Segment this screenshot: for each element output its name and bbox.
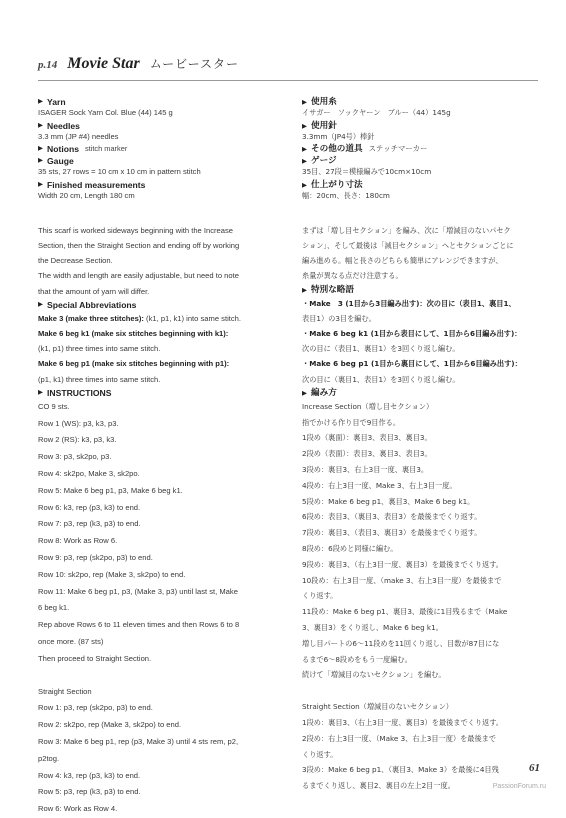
triangle-icon: ▶	[38, 157, 43, 165]
triangle-icon: ▶	[38, 145, 43, 153]
instruction-line: once more. (87 sts)	[38, 637, 104, 646]
needles-text-jp: 3.3mm（JP4号）棒針	[302, 131, 375, 141]
yarn-text: ISAGER Sock Yarn Col. Blue (44) 145 g	[38, 108, 173, 117]
triangle-icon: ▶	[38, 98, 43, 105]
intro-line: the Decrease Section.	[38, 256, 113, 266]
instruction-line: Then proceed to Straight Section.	[38, 653, 152, 663]
abbreviation-line-jp: ・Make 6 beg p1 (1目から裏目にして、1目から6目編み出す)：	[302, 359, 522, 369]
straight-section-list	[38, 700, 278, 818]
page-header	[38, 55, 538, 81]
instruction-line-jp: 1段め（裏面）：裏目3、表目3、裏目3。	[302, 433, 432, 443]
needles-text: 3.3 mm (JP #4) needles	[38, 131, 119, 141]
instruction-line: Row 5: Make 6 beg p1, p3, Make 6 beg k1.	[38, 485, 183, 495]
instruction-line-jp: 11段め：Make 6 beg p1、裏目3、最後に1目残るまで（Make	[302, 607, 508, 617]
triangle-icon: ▶	[302, 388, 307, 397]
instruction-line: 6 beg k1.	[38, 603, 70, 613]
instruction-line: Row 4: k3, rep (p3, k3) to end.	[38, 770, 141, 780]
abbreviation-line-jp: ・Make 3 (1目から3目編み出す)：次の目に（表目1、裏目1、	[302, 298, 516, 308]
notions-heading: ▶ Notions stitch marker	[38, 144, 128, 155]
abbreviation-line: (p1, k1) three times into same stitch.	[38, 374, 161, 384]
triangle-icon: ▶	[302, 121, 307, 130]
straight-section-heading-jp: Straight Section（増減目のないセクション）	[302, 702, 453, 712]
abbreviation-line: Make 6 beg k1 (make six stitches beginning with k1):	[38, 329, 229, 339]
instruction-line: Row 11: Make 6 beg p1, p3, (Make 3, p3) until last st, Make	[38, 586, 238, 596]
instruction-line-jp: 3、裏目3）をくり返し、Make 6 beg k1。	[302, 623, 443, 632]
instruction-line-jp: 2段め：右上3目一度、（Make 3、右上3目一度）を最後まで	[302, 733, 497, 743]
triangle-icon: ▶	[38, 388, 43, 396]
intro-paragraph	[38, 223, 278, 299]
triangle-icon: ▶	[302, 145, 307, 154]
page-label: p.14	[38, 59, 58, 71]
abbreviation-line: Make 6 beg p1 (make six stitches beginning with p1):	[38, 359, 230, 369]
instruction-line: Rep above Rows 6 to 11 eleven times and then Rows 6 to 8	[38, 620, 240, 630]
intro-line-jp: 編み進める。幅と長さのどちらも簡単にアレンジできますが、	[302, 256, 503, 266]
instruction-line: Row 7: p3, rep (k3, p3) to end.	[38, 519, 141, 529]
instruction-line-jp: 指でかける作り目で9目作る。	[302, 417, 401, 427]
instruction-line: Row 10: sk2po, rep (Make 3, sk2po) to end.	[38, 569, 186, 579]
instruction-line: Row 6: Work as Row 4.	[38, 804, 118, 814]
japanese-column	[302, 96, 534, 794]
intro-line-jp: まずは「増し目セクション」を編み、次に「増減目のないパセク	[302, 225, 511, 235]
abbreviations-list	[38, 311, 278, 387]
instruction-line-jp: Increase Section（増し目セクション）	[302, 401, 434, 411]
instruction-line: Row 1 (WS): p3, k3, p3.	[38, 418, 119, 428]
finished-heading-jp: ▶ 仕上がり寸法	[302, 180, 363, 191]
instruction-line-jp: るまで6〜8段めをもう一度編む。	[302, 654, 412, 664]
instruction-line-jp: 8段め：6段めと同様に編む。	[302, 544, 398, 554]
finished-heading: ▶ Finished measurements	[38, 180, 146, 191]
instruction-line-jp: 3段め：Make 6 beg p1、（裏目3、Make 3）を最後に4目残	[302, 765, 499, 775]
instruction-line: Row 1: p3, rep (sk2po, p3) to end.	[38, 703, 153, 713]
instructions-heading: ▶ INSTRUCTIONS	[38, 387, 112, 398]
page-number: 61	[529, 762, 540, 774]
instruction-line-jp: 10段め：右上3目一度、（make 3、右上3目一度）を最後まで	[302, 575, 502, 585]
straight-section-heading: Straight Section	[38, 686, 92, 696]
yarn-text-jp: イサガー ソックヤーン ブルー（44）145g	[302, 108, 451, 117]
abbreviations-heading-jp: ▶ 特別な略語	[302, 284, 354, 295]
gauge-heading: ▶ Gauge	[38, 156, 74, 167]
instruction-line: Row 3: Make 6 beg p1, rep (p3, Make 3) until 4 sts rem, p2,	[38, 736, 239, 746]
abbreviation-line-jp: 表目1）の3目を編む。	[302, 313, 376, 323]
intro-paragraph-jp	[302, 223, 534, 284]
instruction-line-jp: くり返す。	[302, 591, 338, 601]
intro-line: that the amount of yarn will differ.	[38, 286, 150, 296]
triangle-icon: ▶	[38, 181, 43, 189]
watermark: PassionForum.ru	[492, 783, 546, 790]
gauge-text: 35 sts, 27 rows = 10 cm x 10 cm in pattern stitch	[38, 167, 201, 177]
gauge-heading-jp: ▶ ゲージ	[302, 156, 337, 167]
yarn-heading-jp: ▶ 使用糸	[302, 97, 337, 107]
instruction-line-jp: 3段め：裏目3、右上3目一度、裏目3。	[302, 465, 429, 475]
triangle-icon: ▶	[38, 121, 43, 129]
triangle-icon: ▶	[302, 98, 307, 106]
finished-text-jp: 幅：20cm、長さ：180cm	[302, 191, 390, 201]
pattern-title: Movie Star	[67, 55, 140, 72]
triangle-icon: ▶	[38, 300, 43, 308]
instruction-line: Row 9: p3, rep (sk2po, p3) to end.	[38, 553, 153, 563]
english-column	[38, 96, 278, 818]
instruction-line-jp: 続けて「増減目のないセクション」を編む。	[302, 670, 446, 680]
abbreviation-line-jp: 次の目に（裏目1、表目1）を3回くり返し編む。	[302, 374, 460, 384]
instruction-line: Row 4: sk2po, Make 3, sk2po.	[38, 469, 140, 479]
instruction-line: CO 9 sts.	[38, 401, 70, 411]
triangle-icon: ▶	[302, 157, 307, 166]
instruction-line-jp: 1段め：裏目3、（右上3目一度、裏目3）を最後までくり返す。	[302, 717, 503, 727]
abbreviation-line-jp: 次の目に（表目1、裏目1）を3回くり返し編む。	[302, 344, 460, 354]
intro-line-jp: 糸量が異なる点だけ注意する。	[302, 271, 403, 281]
triangle-icon: ▶	[302, 181, 307, 190]
finished-text: Width 20 cm, Length 180 cm	[38, 191, 135, 201]
instructions-heading-jp: ▶ 編み方	[302, 387, 337, 398]
instruction-line: Row 8: Work as Row 6.	[38, 536, 118, 546]
intro-line: The width and length are easily adjustable, but need to note	[38, 271, 239, 281]
gauge-text-jp: 35目、27段＝模様編みで10cm×10cm	[302, 167, 432, 177]
instruction-line: Row 3: p3, sk2po, p3.	[38, 452, 112, 462]
instruction-line: Row 6: k3, rep (p3, k3) to end.	[38, 502, 141, 512]
yarn-heading: ▶ Yarn	[38, 97, 66, 107]
instruction-line: Row 2 (RS): k3, p3, k3.	[38, 435, 117, 445]
instruction-line: Row 5: p3, rep (k3, p3) to end.	[38, 787, 141, 797]
intro-line: This scarf is worked sideways beginning with the Increase	[38, 225, 233, 235]
instruction-line-jp: 2段め（表面）：表目3、裏目3、表目3。	[302, 449, 432, 459]
instruction-line-jp: 5段め：Make 6 beg p1、裏目3、Make 6 beg k1。	[302, 496, 475, 506]
instruction-line-jp: 6段め：表目3、（裏目3、表目3）を最後までくり返す。	[302, 512, 482, 522]
abbreviations-heading: ▶ Special Abbreviations	[38, 299, 137, 310]
instruction-line-jp: くり返す。	[302, 749, 338, 759]
pattern-title-jp: ムービースター	[149, 57, 240, 71]
intro-line-jp: ション」、そして最後は「減目セクション」へとセクションごとに	[302, 241, 514, 251]
header-rule	[38, 80, 538, 81]
triangle-icon: ▶	[302, 285, 307, 294]
abbreviation-line: (k1, p1) three times into same stitch.	[38, 344, 161, 354]
intro-line: Section, then the Straight Section and ending off by working	[38, 241, 240, 251]
instruction-line-jp: るまでくり返し、裏目2、裏目の左上2目一度。	[302, 781, 455, 791]
abbreviation-line: Make 3 (make three stitches): (k1, p1, k1) into same stitch.	[38, 313, 242, 323]
notions-heading-jp: ▶ その他の道具 ステッチマーカー	[302, 144, 428, 155]
needles-heading: ▶ Needles	[38, 120, 80, 131]
instruction-line-jp: 4段め：右上3目一度、Make 3、右上3目一度。	[302, 480, 457, 490]
abbreviations-list-jp	[302, 296, 534, 387]
instruction-line-jp: 増し目パートの6〜11段めを11回くり返し、目数が87目にな	[302, 638, 500, 648]
needles-heading-jp: ▶ 使用針	[302, 120, 337, 131]
instruction-line-jp: 9段め：裏目3、（右上3目一度、裏目3）を最後までくり返す。	[302, 559, 503, 569]
instruction-line: p2tog.	[38, 753, 60, 763]
abbreviation-line-jp: ・Make 6 beg k1 (1目から表目にして、1目から6目編み出す)：	[302, 329, 522, 339]
instructions-list	[38, 399, 278, 668]
instruction-line: Row 2: sk2po, rep (Make 3, sk2po) to end.	[38, 720, 182, 730]
instruction-line-jp: 7段め：裏目3、（表目3、裏目3）を最後までくり返す。	[302, 528, 482, 538]
instructions-list-jp	[302, 399, 534, 683]
